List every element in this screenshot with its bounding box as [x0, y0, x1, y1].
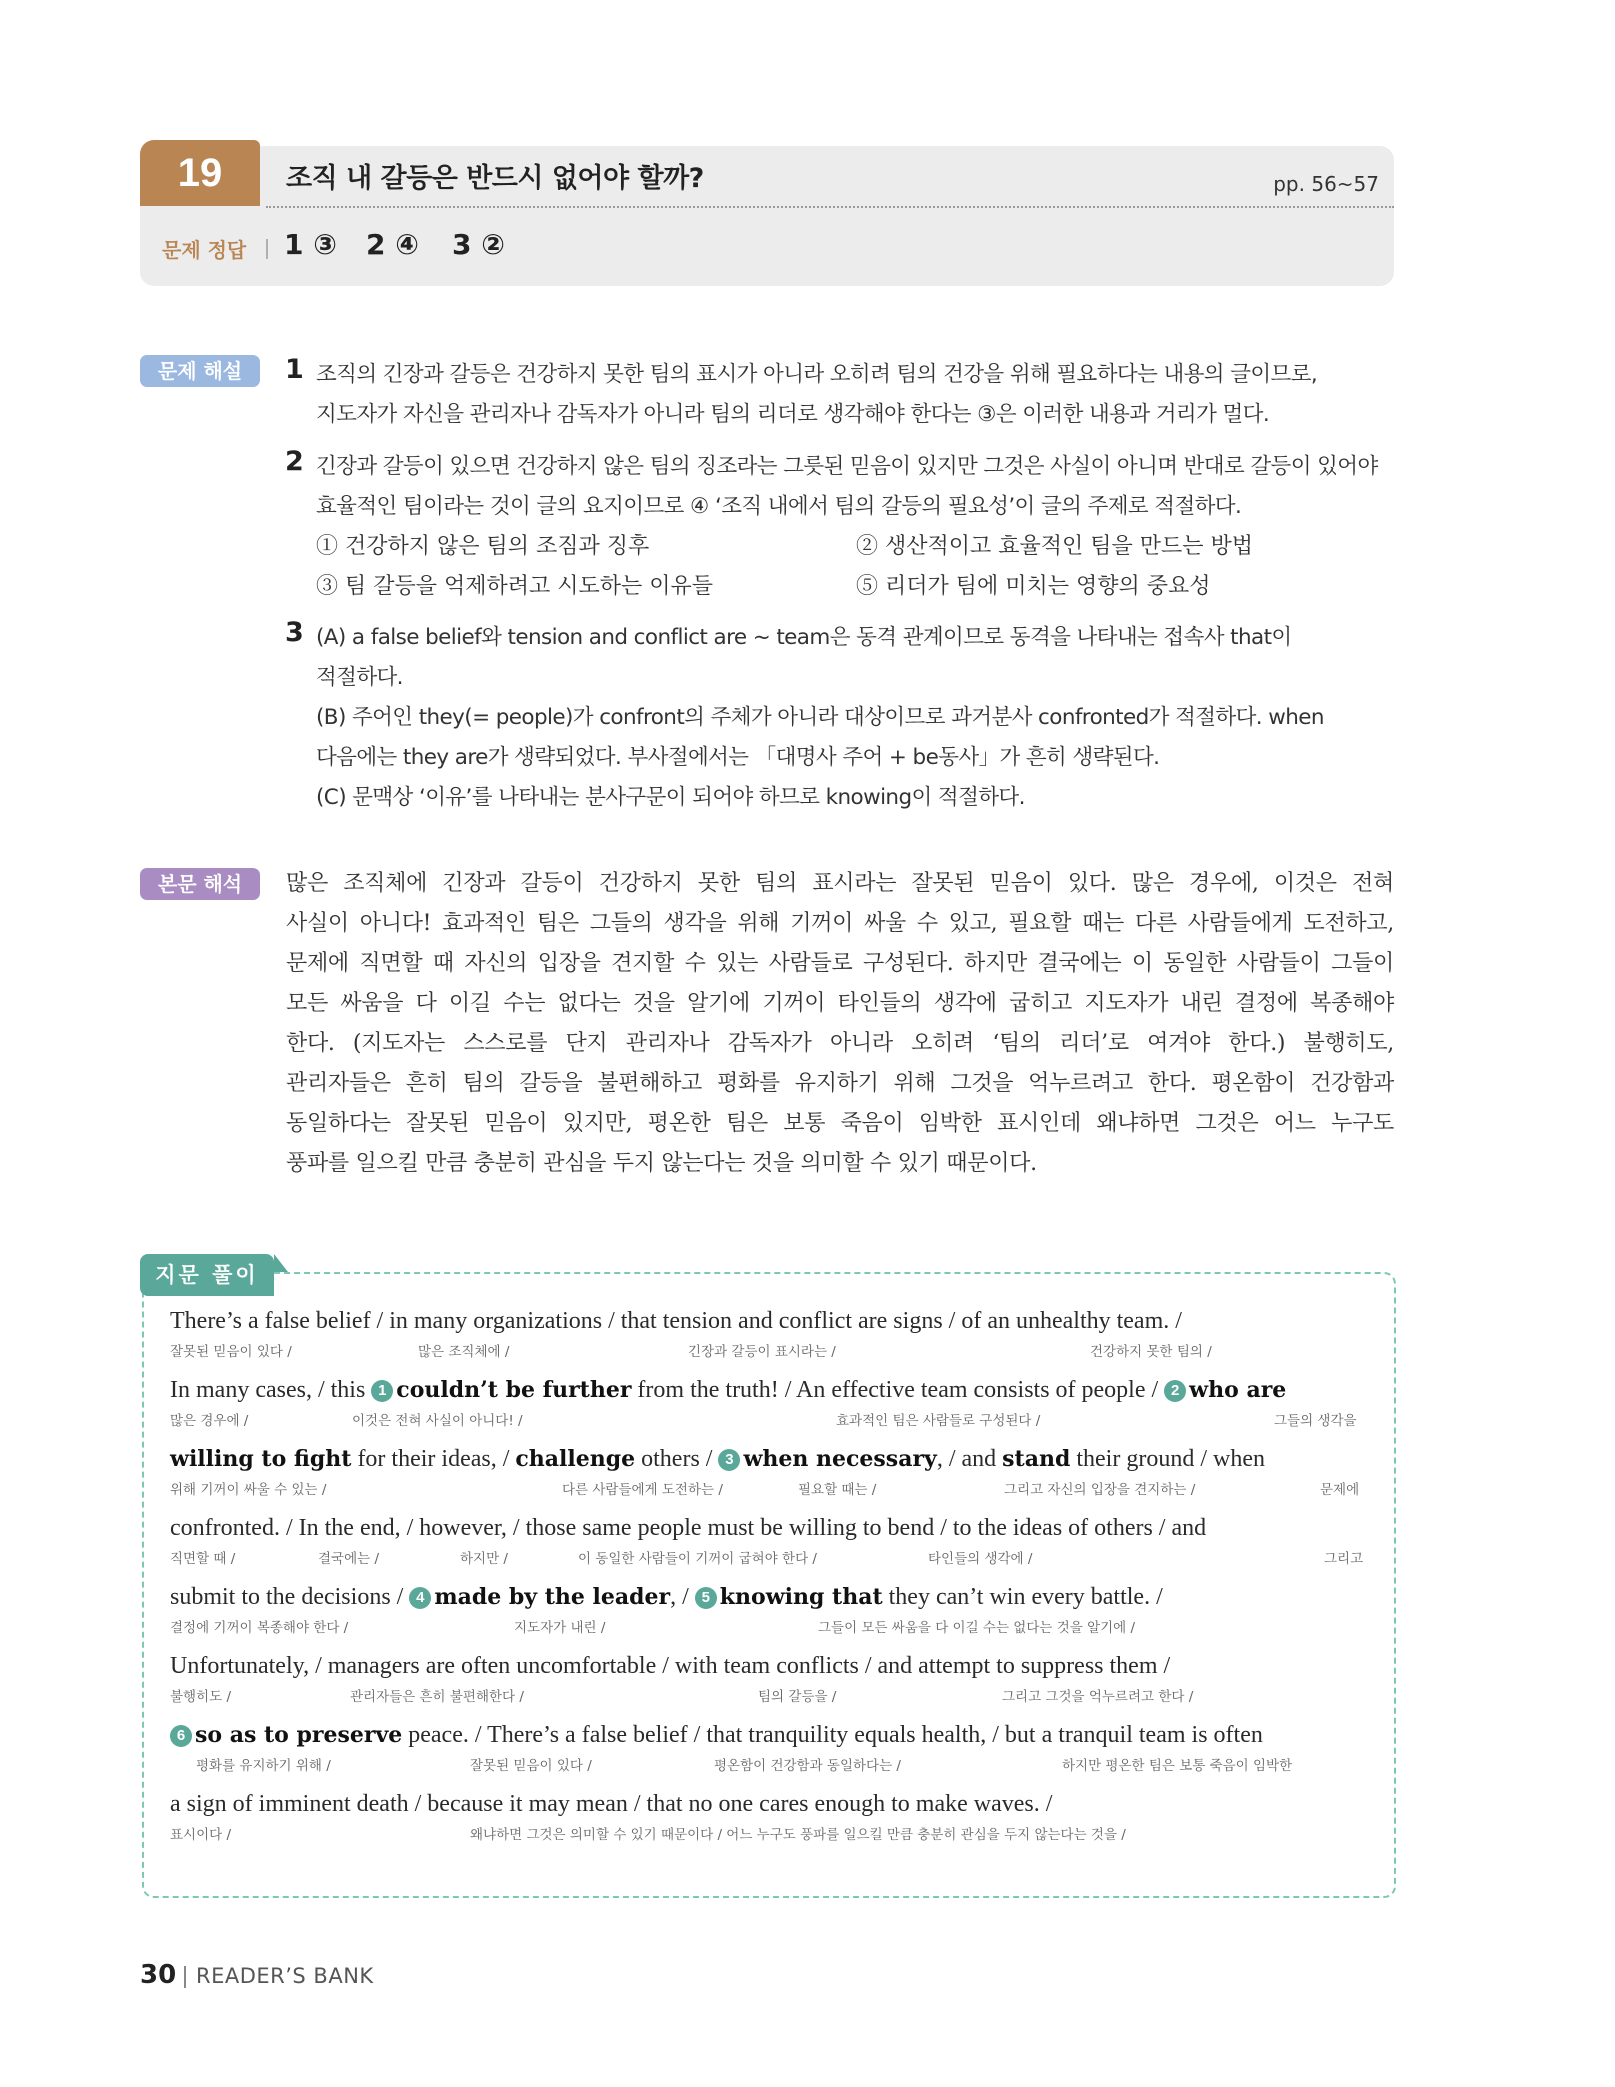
header-divider	[266, 206, 1394, 208]
grammar-point-text: who are	[1189, 1377, 1287, 1403]
translation-line: 모든 싸움을 다 이길 수는 없다는 것을 알기에 기꺼이 타인들의 생각에 굽히고 지도자가 내린 결정에 복종해야	[286, 991, 1394, 1016]
question-number-3: 3	[285, 617, 304, 648]
reading-gloss: 필요할 때는 /	[798, 1482, 877, 1498]
reading-gloss: 다른 사람들에게 도전하는 /	[562, 1482, 723, 1498]
reading-gloss: 효과적인 팀은 사람들로 구성된다 /	[836, 1413, 1041, 1429]
reading-gloss: 그리고 자신의 입장을 견지하는 /	[1004, 1482, 1196, 1498]
grammar-point-text: couldn’t be further	[396, 1377, 632, 1403]
reading-text: from the truth! / An effective team consists of people /	[631, 1377, 1165, 1403]
reading-gloss: 타인들의 생각에 /	[928, 1551, 1033, 1567]
explanation-3-line: 적절하다.	[316, 665, 403, 690]
reading-text: their ground / when	[1070, 1446, 1265, 1472]
grammar-point-text: willing to fight	[170, 1446, 352, 1472]
page-range: pp. 56~57	[1273, 172, 1379, 196]
reading-text: others /	[635, 1446, 719, 1472]
answer-2: 2 ④	[366, 228, 419, 261]
grammar-point-text: so as to preserve	[195, 1722, 403, 1748]
reading-gloss: 관리자들은 흔히 불편해한다 /	[350, 1689, 524, 1705]
reading-label-tail	[274, 1254, 288, 1272]
book-title: READER’S BANK	[196, 1964, 374, 1988]
page-number: 30	[140, 1960, 177, 1990]
reading-gloss: 그리고 그것을 억누르려고 한다 /	[1002, 1689, 1194, 1705]
answer-label: 문제 정답	[162, 238, 247, 262]
reading-gloss: 잘못된 믿음이 있다 /	[170, 1344, 292, 1360]
reading-text: Unfortunately, / managers are often uncomfortable / with team conflicts / and attempt to suppress them /	[170, 1653, 1171, 1679]
answer-1: 1 ③	[284, 228, 337, 261]
answer-separator	[266, 239, 268, 259]
reading-gloss: 하지만 평온한 팀은 보통 죽음이 임박한	[1062, 1758, 1293, 1774]
reading-line	[170, 1377, 1370, 1404]
explanation-3-line: 다음에는 they are가 생략되었다. 부사절에서는 「대명사 주어 + be동사」가 흔히 생략된다.	[316, 745, 1160, 770]
grammar-point-marker: 3	[718, 1449, 740, 1471]
reading-gloss: 건강하지 못한 팀의 /	[1090, 1344, 1212, 1360]
reading-text: In many cases, / this	[170, 1377, 372, 1403]
explanation-3-line: (A) a false belief와 tension and conflict are ~ team은 동격 관계이므로 동격을 나타내는 접속사 that이	[316, 625, 1292, 650]
reading-line	[170, 1308, 1370, 1335]
question-number-2: 2	[285, 446, 304, 477]
reading-gloss: 문제에	[1320, 1482, 1360, 1498]
option-1: ① 건강하지 않은 팀의 조짐과 징후	[316, 534, 650, 559]
translation-line: 사실이 아니다! 효과적인 팀은 그들의 생각을 위해 기꺼이 싸울 수 있고, 필요할 때는 다른 사람들에게 도전하고,	[286, 911, 1394, 936]
reading-gloss: 결정에 기꺼이 복종해야 한다 /	[170, 1620, 349, 1636]
reading-gloss: 많은 경우에 /	[170, 1413, 249, 1429]
reading-gloss: 표시이다 /	[170, 1827, 232, 1843]
grammar-point-text: stand	[1002, 1446, 1071, 1472]
option-5: ⑤ 리더가 팀에 미치는 영향의 중요성	[856, 574, 1211, 599]
reading-gloss: 왜냐하면 그것은 의미할 수 있기 때문이다 / 어느 누구도 풍파를 일으킬 만큼 충분히 관심을 두지 않는다는 것을 /	[470, 1827, 1126, 1843]
translation-line: 한다. (지도자는 스스로를 단지 관리자나 감독자가 아니라 오히려 ‘팀의 리더’로 여겨야 한다.) 불행히도,	[286, 1031, 1394, 1056]
explanation-1-line: 조직의 긴장과 갈등은 건강하지 못한 팀의 표시가 아니라 오히려 팀의 건강을 위해 필요하다는 내용의 글이므로,	[316, 362, 1318, 387]
explanation-2-line: 효율적인 팀이라는 것이 글의 요지이므로 ④ ‘조직 내에서 팀의 갈등의 필요성’이 글의 주제로 적절하다.	[316, 494, 1242, 519]
reading-gloss: 이 동일한 사람들이 기꺼이 굽혀야 한다 /	[578, 1551, 817, 1567]
footer-separator	[184, 1966, 186, 1988]
reading-gloss: 그들의 생각을	[1274, 1413, 1357, 1429]
translation-line: 관리자들은 흔히 팀의 갈등을 불편해하고 평화를 유지하기 위해 그것을 억누르려고 한다. 평온함이 건강함과	[286, 1071, 1394, 1096]
reading-text: , / and	[936, 1446, 1003, 1472]
reading-label: 지문 풀이	[140, 1254, 274, 1296]
reading-gloss: 하지만 /	[460, 1551, 508, 1567]
grammar-point-text: challenge	[515, 1446, 636, 1472]
reading-text: confronted. / In the end, / however, / those same people must be willing to bend / to the ideas of others / and	[170, 1515, 1207, 1541]
reading-gloss: 잘못된 믿음이 있다 /	[470, 1758, 592, 1774]
reading-gloss: 결국에는 /	[318, 1551, 380, 1567]
option-2: ② 생산적이고 효율적인 팀을 만드는 방법	[856, 534, 1253, 559]
explanation-3-line: (C) 문맥상 ‘이유’를 나타내는 분사구문이 되어야 하므로 knowing이 적절하다.	[316, 785, 1025, 810]
reading-text: There’s a false belief / in many organizations / that tension and conflict are signs / of an unhealthy team. /	[170, 1308, 1182, 1334]
grammar-point-marker: 4	[409, 1587, 431, 1609]
translation-line: 많은 조직체에 긴장과 갈등이 건강하지 못한 팀의 표시라는 잘못된 믿음이 있다. 많은 경우에, 이것은 전혀	[286, 871, 1394, 896]
reading-line	[170, 1515, 1370, 1542]
grammar-point-marker: 1	[371, 1380, 393, 1402]
translation-line: 문제에 직면할 때 자신의 입장을 견지할 수 있는 사람들로 구성된다. 하지만 결국에는 이 동일한 사람들이 그들이	[286, 951, 1394, 976]
reading-gloss: 위해 기꺼이 싸울 수 있는 /	[170, 1482, 327, 1498]
reading-gloss: 그들이 모든 싸움을 다 이길 수는 없다는 것을 알기에 /	[818, 1620, 1136, 1636]
grammar-point-text: knowing that	[719, 1584, 883, 1610]
reading-text: , /	[670, 1584, 695, 1610]
reading-line	[170, 1722, 1370, 1749]
option-3: ③ 팀 갈등을 억제하려고 시도하는 이유들	[316, 574, 713, 599]
reading-gloss: 불행히도 /	[170, 1689, 232, 1705]
reading-gloss: 직면할 때 /	[170, 1551, 236, 1567]
reading-text: peace. / There’s a false belief / that tranquility equals health, / but a tranquil team is often	[402, 1722, 1263, 1748]
translation-line: 풍파를 일으킬 만큼 충분히 관심을 두지 않는다는 것을 의미할 수 있기 때문이다.	[286, 1151, 1037, 1176]
reading-gloss: 지도자가 내린 /	[514, 1620, 606, 1636]
explanation-label: 문제 해설	[140, 355, 260, 387]
reading-gloss: 긴장과 갈등이 표시라는 /	[688, 1344, 836, 1360]
reading-line	[170, 1584, 1370, 1611]
grammar-point-marker: 2	[1164, 1380, 1186, 1402]
reading-text: a sign of imminent death / because it may mean / that no one cares enough to make waves. /	[170, 1791, 1053, 1817]
reading-gloss: 그리고	[1324, 1551, 1364, 1567]
translation-label: 본문 해석	[140, 868, 260, 900]
explanation-2-line: 긴장과 갈등이 있으면 건강하지 않은 팀의 징조라는 그릇된 믿음이 있지만 그것은 사실이 아니며 반대로 갈등이 있어야	[316, 454, 1378, 479]
reading-gloss: 많은 조직체에 /	[418, 1344, 510, 1360]
reading-gloss: 팀의 갈등을 /	[758, 1689, 837, 1705]
reading-gloss: 평온함이 건강함과 동일하다는 /	[714, 1758, 901, 1774]
unit-title: 조직 내 갈등은 반드시 없어야 할까?	[286, 163, 704, 194]
grammar-point-marker: 6	[170, 1725, 192, 1747]
answer-3: 3 ②	[452, 228, 505, 261]
grammar-point-text: made by the leader	[434, 1584, 671, 1610]
reading-gloss: 평화를 유지하기 위해 /	[196, 1758, 331, 1774]
explanation-3-line: (B) 주어인 they(= people)가 confront의 주체가 아니라 대상이므로 과거분사 confronted가 적절하다. when	[316, 705, 1324, 730]
reading-text: they can’t win every battle. /	[882, 1584, 1163, 1610]
reading-line	[170, 1791, 1370, 1818]
reading-line	[170, 1446, 1370, 1473]
reading-text: for their ideas, /	[351, 1446, 516, 1472]
grammar-point-text: when necessary	[743, 1446, 937, 1472]
explanation-1-line: 지도자가 자신을 관리자나 감독자가 아니라 팀의 리더로 생각해야 한다는 ③은 이러한 내용과 거리가 멀다.	[316, 402, 1270, 427]
grammar-point-marker: 5	[695, 1587, 717, 1609]
reading-text: submit to the decisions /	[170, 1584, 410, 1610]
unit-number-badge: 19	[140, 140, 260, 206]
reading-gloss: 이것은 전혀 사실이 아니다! /	[352, 1413, 523, 1429]
question-number-1: 1	[285, 354, 304, 385]
reading-line	[170, 1653, 1370, 1680]
translation-line: 동일하다는 잘못된 믿음이 있지만, 평온한 팀은 보통 죽음이 임박한 표시인데 왜냐하면 그것은 어느 누구도	[286, 1111, 1394, 1136]
